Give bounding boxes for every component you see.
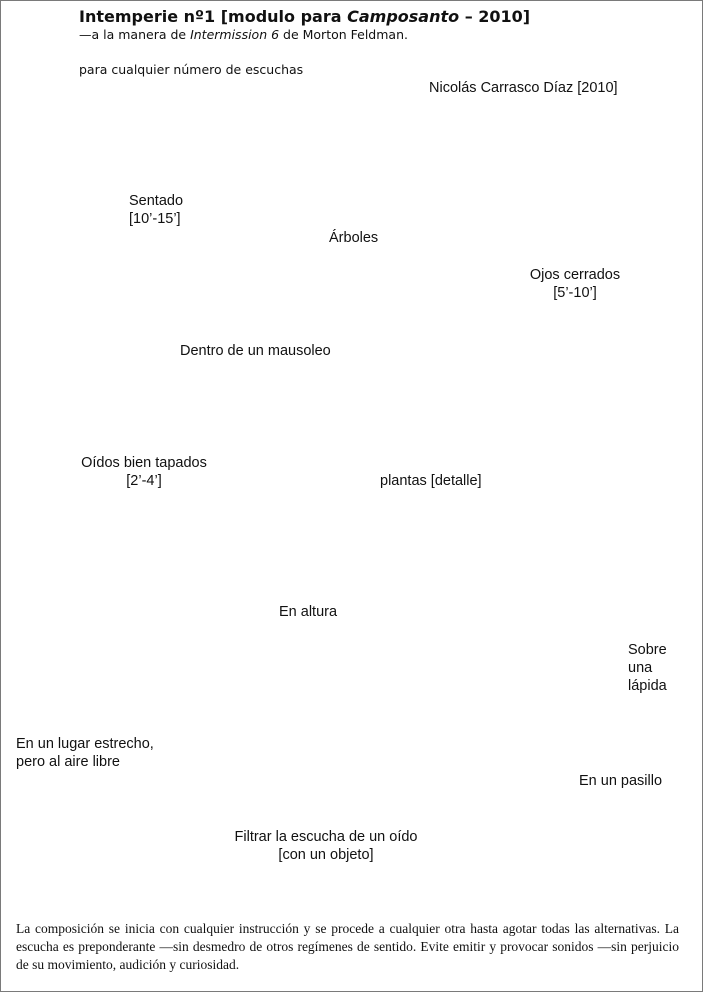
- instruction-sentado-duration: [10’-15’]: [129, 211, 181, 227]
- instruction-filtrar: [221, 828, 431, 864]
- subtitle-prefix: —a la manera de: [79, 27, 191, 42]
- instruction-oidos-tapados-duration: [2’-4’]: [126, 473, 162, 489]
- listeners-note: para cualquier número de escuchas: [79, 62, 304, 77]
- instruction-sentado-label: Sentado: [129, 193, 184, 209]
- instruction-pasillo: En un pasillo: [579, 773, 663, 789]
- instruction-filtrar-label: Filtrar la escucha de un oído: [234, 829, 418, 845]
- instruction-lapida: [628, 641, 667, 695]
- page-title: [79, 7, 530, 27]
- instruction-arboles: Árboles: [329, 230, 379, 246]
- instruction-ojos-cerrados-label: Ojos cerrados: [529, 267, 621, 283]
- instruction-filtrar-note: [con un objeto]: [278, 847, 374, 863]
- performance-notes: La composición se inicia con cualquier instrucción y se procede a cualquier otra hasta agotar todas las alternativas. La escucha es preponderante —sin desmedro de otros regímenes de sentido. Evite emitir y provocar sonidos —sin perjuicio de su movimiento, audición y curiosidad.: [16, 921, 679, 972]
- instruction-sentado: [129, 192, 183, 228]
- instruction-lugar-estrecho-line2: pero al aire libre: [16, 754, 120, 770]
- title-italic: Camposanto: [347, 7, 460, 26]
- instruction-plantas: plantas [detalle]: [380, 473, 482, 489]
- subtitle-suffix: de Morton Feldman.: [279, 27, 408, 42]
- author-credit: Nicolás Carrasco Díaz [2010]: [429, 80, 618, 96]
- page-subtitle: [79, 27, 408, 43]
- instruction-lapida-line3: lápida: [628, 678, 667, 694]
- instruction-oidos-tapados: [77, 454, 211, 490]
- instruction-altura: En altura: [279, 604, 338, 620]
- title-suffix: – 2010]: [459, 7, 531, 26]
- instruction-lugar-estrecho: [16, 735, 154, 771]
- subtitle-italic: Intermission 6: [190, 27, 280, 42]
- instruction-ojos-cerrados-duration: [5’-10’]: [553, 285, 597, 301]
- instruction-lapida-line1: Sobre: [628, 642, 667, 658]
- instruction-oidos-tapados-label: Oídos bien tapados: [81, 455, 207, 471]
- instruction-mausoleo: Dentro de un mausoleo: [180, 343, 331, 359]
- instruction-lapida-line2: una: [628, 660, 653, 676]
- title-prefix: Intemperie nº1 [modulo para: [79, 7, 348, 26]
- instruction-ojos-cerrados: [523, 266, 627, 302]
- instruction-lugar-estrecho-line1: En un lugar estrecho,: [16, 736, 154, 752]
